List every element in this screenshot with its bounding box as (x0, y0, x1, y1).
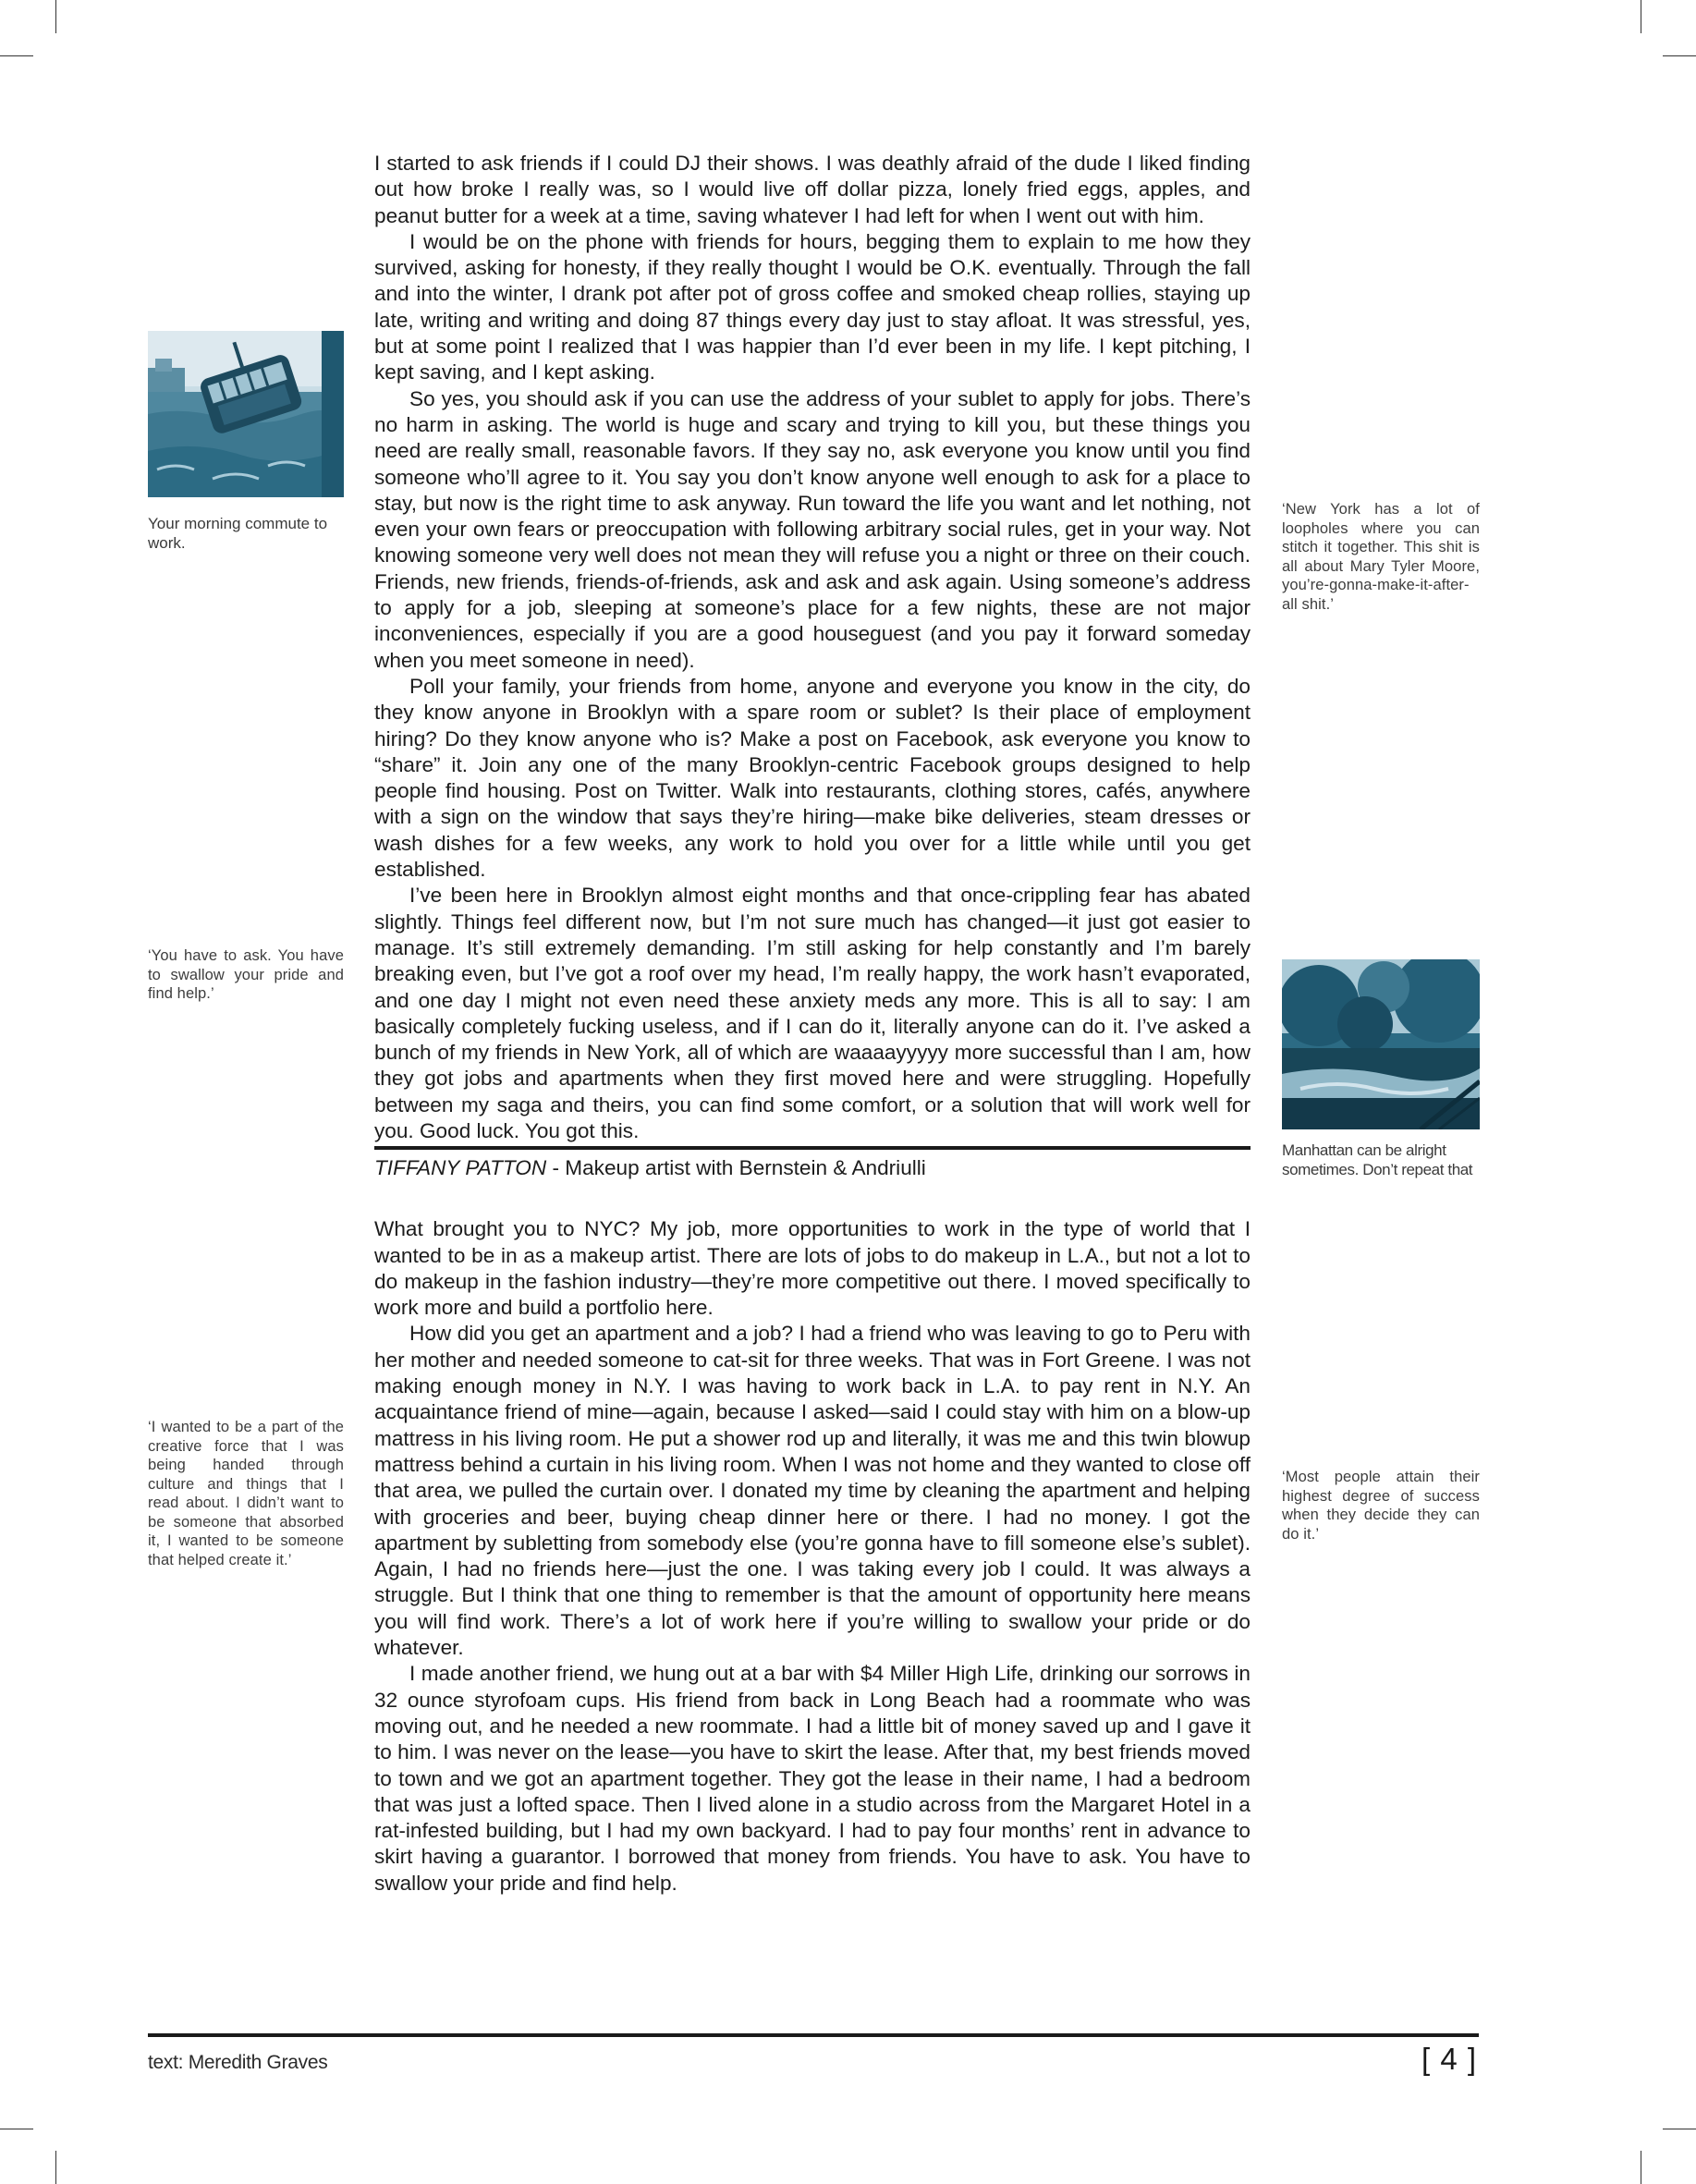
section-divider (374, 1146, 1251, 1150)
paragraph: I made another friend, we hung out at a bar with $4 Miller High Life, drinking our sorrows in 32 ounce styrofoam cups. His friend from back in Long Beach had a roommate who was moving out, and he needed a new roommate. I had a little bit of money saved up and I gave it to him. I was never on the lease—you have to skirt the lease. After that, my best friends moved to town and we got an apartment together. They got the lease in their name, I had a bedroom that was just a lofted space. Then I lived alone in a studio across from the Margaret Hotel in a rat-infested building, but I had my own backyard. I had to pay four months’ rent in advance to skirt having a guarantor. I borrowed that money from friends. You have to ask. You have to swallow your pride and find help. (374, 1662, 1251, 1895)
paragraph: I would be on the phone with friends for hours, begging them to explain to me how they survived, asking for honesty, if they really thought I would be O.K. eventually. Through the fall and into the winter, I drank pot after pot of gross coffee and smoked cheap rollies, staying up late, writing and writing and doing 87 things every day just to stay afloat. It was stressful, yes, but at some point I realized that I was happier than I’d ever been in my life. I kept pitching, I kept saving, and I kept asking. (374, 229, 1251, 384)
crop-mark (55, 0, 56, 33)
crop-mark (0, 55, 33, 56)
paragraph: I’ve been here in Brooklyn almost eight months and that once-crippling fear has abated slightly. Things feel different now, but I’m not sure much has changed—it just got easier to manage. It’s still extremely demanding. I’m still asking for help constantly and I’m barely breaking even, but I’ve got a roof over my head, I’m really happy, the work hasn’t evaporated, and one day I might not even need these anxiety meds any more. This is all to say: I am basically completely fucking useless, and if I can do it, literally anyone can do it. I’ve asked a bunch of my friends in New York, all of which are waaaayyyyy more successful than I am, how they got jobs and apartments when they first moved here and were struggling. Hopefully between my saga and theirs, you can find some comfort, or a solution that will work well for you. Good luck. You got this. (374, 884, 1251, 1142)
page-number: [ 4 ] (1421, 2042, 1478, 2076)
photo-caption: Manhattan can be alright sometimes. Don’t repeat that (1282, 1141, 1473, 1178)
crop-mark (1663, 55, 1696, 56)
photo-caption: Your morning commute to work. (148, 515, 328, 552)
pull-quote: ‘Most people attain their highest degree of success when they decide they can do it.’ (1282, 1469, 1480, 1543)
paragraph: Poll your family, your friends from home, anyone and everyone you know in the city, do they know anyone in Brooklyn with a spare room or sublet? Is their place of employment hiring? Do they know anyone who is? Make a post on Facebook, ask everyone you know to “share” it. Join any one of the many Brooklyn-centric Facebook groups designed to help people find housing. Post on Twitter. Walk into restaurants, clothing stores, cafés, anywhere with a sign on the window that says they’re hiring—make bike deliveries, steam dresses or wash dishes for a few weeks, any work to hold you over for a little while until you get established. (374, 674, 1251, 882)
pull-quote: ‘You have to ask. You have to swallow your pride and find help.’ (148, 947, 344, 1002)
paragraph: So yes, you should ask if you can use the address of your sublet to apply for jobs. There’s no harm in asking. The world is huge and scary and trying to kill you, but these things you need are really small, reasonable favors. If they say no, ask everyone you know until you find someone who’ll agree to it. You say you don’t know anyone well enough to ask for a place to stay, but now is the right time to ask anyway. Run toward the life you want and let nothing, not even your own fears or preoccupation with following arbitrary social rules, get in your way. Not knowing someone very well does not mean they will refuse you a night or three on their couch. Friends, new friends, friends-of-friends, ask and ask and ask again. Using someone’s address to apply for a job, sleeping at someone’s place for a few nights, these are not major inconveniences, especially if you are a good houseguest (and you pay it forward someday when you meet someone in need). (374, 386, 1251, 672)
author-credit: text: Meredith Graves (148, 2052, 328, 2073)
interview-byline (374, 1155, 1251, 1181)
interviewee-role: - Makeup artist with Bernstein & Andriulli (546, 1156, 926, 1180)
paragraph: I started to ask friends if I could DJ their shows. I was deathly afraid of the dude I liked finding out how broke I really was, so I would live off dollar pizza, lonely fried eggs, apples, and peanut butter for a week at a time, saving whatever I had left for when I went out with him. (374, 152, 1251, 227)
article-body (374, 151, 1251, 1897)
paragraph: How did you get an apartment and a job? I had a friend who was leaving to go to Peru with her mother and needed someone to cat-sit for three weeks. That was in Fort Greene. I was not making enough money in N.Y. I was having to work back in L.A. to pay rent in N.Y. An acquaintance friend of mine—again, because I asked—said I could stay with him on a blow-up mattress in his living room. He put a shower rod up and literally, it was me and this twin blowup mattress behind a curtain in his living room. When I was not home and they wanted to close off that area, we pulled the curtain over. I donated my time by cleaning the apartment and helping with groceries and beer, buying cheap dinner here or there. I had no money. I got the apartment by subletting from somebody else (you’re gonna have to fill someone else’s sublet). Again, I had no friends here—just the one. I was taking every job I could. It was always a struggle. But I think that one thing to remember is that the amount of opportunity here means you will find work. There’s a lot of work here if you’re willing to swallow your pride or do whatever. (374, 1322, 1251, 1660)
paragraph: What brought you to NYC? My job, more opportunities to work in the type of world that I wanted to be in as a makeup artist. There are lots of jobs to do makeup in L.A., but not a lot to do makeup in the fashion industry—they’re more competitive out there. I moved specifically to work more and build a portfolio here. (374, 1217, 1251, 1320)
crop-mark (55, 2151, 56, 2184)
footer-divider (148, 2033, 1479, 2037)
photo-commute (148, 331, 344, 497)
pull-quote: ‘I wanted to be a part of the creative force that I was being handed through culture and things that I read about. I didn’t want to be someone that absorbed it, I wanted to be someone that helped create it.’ (148, 1419, 344, 1568)
pull-quote: ‘New York has a lot of loopholes where you can stitch it together. This shit is all about Mary Tyler Moore, you’re-gonna-make-it-after-all shit.’ (1282, 501, 1480, 613)
photo-park (1282, 959, 1480, 1129)
interviewee-name: TIFFANY PATTON (374, 1156, 547, 1180)
